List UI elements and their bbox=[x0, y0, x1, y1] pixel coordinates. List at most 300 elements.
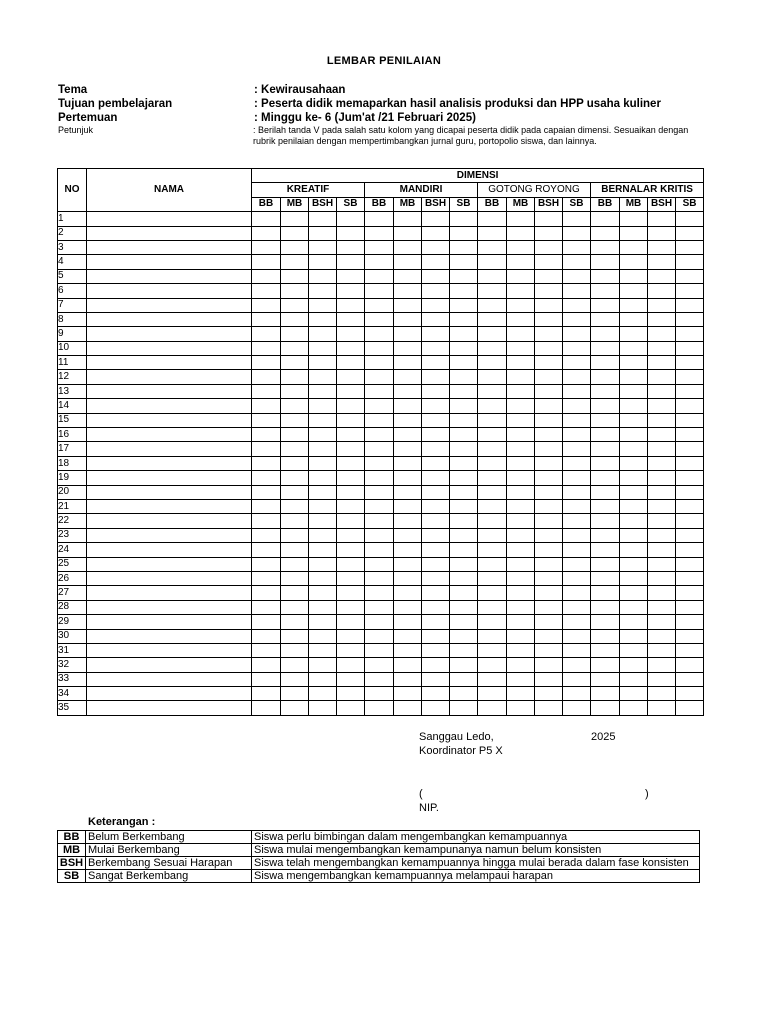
score-cell[interactable] bbox=[450, 672, 478, 686]
score-cell[interactable] bbox=[620, 658, 648, 672]
score-cell[interactable] bbox=[252, 428, 281, 442]
score-cell[interactable] bbox=[535, 456, 563, 470]
score-cell[interactable] bbox=[252, 356, 281, 370]
score-cell[interactable] bbox=[478, 629, 507, 643]
score-cell[interactable] bbox=[676, 499, 704, 513]
score-cell[interactable] bbox=[252, 370, 281, 384]
score-cell[interactable] bbox=[648, 212, 676, 226]
score-cell[interactable] bbox=[252, 514, 281, 528]
score-cell[interactable] bbox=[365, 356, 394, 370]
score-cell[interactable] bbox=[478, 485, 507, 499]
score-cell[interactable] bbox=[563, 212, 591, 226]
score-cell[interactable] bbox=[422, 658, 450, 672]
score-cell[interactable] bbox=[450, 356, 478, 370]
score-cell[interactable] bbox=[620, 341, 648, 355]
score-cell[interactable] bbox=[394, 327, 422, 341]
score-cell[interactable] bbox=[478, 471, 507, 485]
score-cell[interactable] bbox=[563, 571, 591, 585]
score-cell[interactable] bbox=[281, 384, 309, 398]
score-cell[interactable] bbox=[648, 499, 676, 513]
score-cell[interactable] bbox=[252, 528, 281, 542]
score-cell[interactable] bbox=[478, 399, 507, 413]
score-cell[interactable] bbox=[563, 514, 591, 528]
score-cell[interactable] bbox=[478, 528, 507, 542]
score-cell[interactable] bbox=[591, 514, 620, 528]
score-cell[interactable] bbox=[252, 586, 281, 600]
student-name-cell[interactable] bbox=[87, 442, 252, 456]
score-cell[interactable] bbox=[309, 442, 337, 456]
score-cell[interactable] bbox=[648, 298, 676, 312]
score-cell[interactable] bbox=[648, 442, 676, 456]
score-cell[interactable] bbox=[507, 528, 535, 542]
score-cell[interactable] bbox=[450, 442, 478, 456]
score-cell[interactable] bbox=[365, 269, 394, 283]
score-cell[interactable] bbox=[676, 341, 704, 355]
score-cell[interactable] bbox=[450, 471, 478, 485]
score-cell[interactable] bbox=[281, 456, 309, 470]
score-cell[interactable] bbox=[422, 672, 450, 686]
score-cell[interactable] bbox=[365, 240, 394, 254]
score-cell[interactable] bbox=[535, 600, 563, 614]
score-cell[interactable] bbox=[648, 384, 676, 398]
student-name-cell[interactable] bbox=[87, 658, 252, 672]
score-cell[interactable] bbox=[422, 312, 450, 326]
score-cell[interactable] bbox=[281, 528, 309, 542]
score-cell[interactable] bbox=[422, 284, 450, 298]
score-cell[interactable] bbox=[281, 514, 309, 528]
score-cell[interactable] bbox=[648, 456, 676, 470]
score-cell[interactable] bbox=[676, 658, 704, 672]
score-cell[interactable] bbox=[676, 212, 704, 226]
score-cell[interactable] bbox=[450, 298, 478, 312]
score-cell[interactable] bbox=[478, 298, 507, 312]
score-cell[interactable] bbox=[309, 643, 337, 657]
score-cell[interactable] bbox=[252, 543, 281, 557]
score-cell[interactable] bbox=[507, 399, 535, 413]
student-name-cell[interactable] bbox=[87, 471, 252, 485]
student-name-cell[interactable] bbox=[87, 284, 252, 298]
student-name-cell[interactable] bbox=[87, 269, 252, 283]
score-cell[interactable] bbox=[648, 428, 676, 442]
score-cell[interactable] bbox=[309, 514, 337, 528]
score-cell[interactable] bbox=[394, 687, 422, 701]
score-cell[interactable] bbox=[591, 356, 620, 370]
score-cell[interactable] bbox=[676, 701, 704, 715]
score-cell[interactable] bbox=[394, 312, 422, 326]
score-cell[interactable] bbox=[535, 370, 563, 384]
score-cell[interactable] bbox=[648, 370, 676, 384]
score-cell[interactable] bbox=[676, 615, 704, 629]
score-cell[interactable] bbox=[648, 586, 676, 600]
score-cell[interactable] bbox=[535, 312, 563, 326]
score-cell[interactable] bbox=[620, 557, 648, 571]
score-cell[interactable] bbox=[648, 571, 676, 585]
score-cell[interactable] bbox=[591, 672, 620, 686]
score-cell[interactable] bbox=[648, 226, 676, 240]
score-cell[interactable] bbox=[620, 687, 648, 701]
score-cell[interactable] bbox=[648, 658, 676, 672]
score-cell[interactable] bbox=[535, 298, 563, 312]
score-cell[interactable] bbox=[535, 528, 563, 542]
score-cell[interactable] bbox=[337, 284, 365, 298]
score-cell[interactable] bbox=[535, 284, 563, 298]
score-cell[interactable] bbox=[450, 658, 478, 672]
score-cell[interactable] bbox=[394, 240, 422, 254]
score-cell[interactable] bbox=[252, 600, 281, 614]
score-cell[interactable] bbox=[365, 528, 394, 542]
score-cell[interactable] bbox=[337, 701, 365, 715]
score-cell[interactable] bbox=[648, 672, 676, 686]
score-cell[interactable] bbox=[252, 312, 281, 326]
student-name-cell[interactable] bbox=[87, 687, 252, 701]
score-cell[interactable] bbox=[422, 356, 450, 370]
score-cell[interactable] bbox=[563, 399, 591, 413]
score-cell[interactable] bbox=[478, 557, 507, 571]
score-cell[interactable] bbox=[422, 428, 450, 442]
score-cell[interactable] bbox=[591, 255, 620, 269]
score-cell[interactable] bbox=[591, 298, 620, 312]
score-cell[interactable] bbox=[563, 629, 591, 643]
score-cell[interactable] bbox=[648, 600, 676, 614]
score-cell[interactable] bbox=[422, 255, 450, 269]
score-cell[interactable] bbox=[535, 615, 563, 629]
score-cell[interactable] bbox=[394, 399, 422, 413]
score-cell[interactable] bbox=[648, 615, 676, 629]
score-cell[interactable] bbox=[337, 341, 365, 355]
score-cell[interactable] bbox=[535, 212, 563, 226]
score-cell[interactable] bbox=[648, 399, 676, 413]
score-cell[interactable] bbox=[507, 456, 535, 470]
score-cell[interactable] bbox=[620, 356, 648, 370]
score-cell[interactable] bbox=[450, 384, 478, 398]
score-cell[interactable] bbox=[648, 240, 676, 254]
score-cell[interactable] bbox=[337, 643, 365, 657]
score-cell[interactable] bbox=[478, 269, 507, 283]
score-cell[interactable] bbox=[252, 284, 281, 298]
score-cell[interactable] bbox=[252, 643, 281, 657]
score-cell[interactable] bbox=[309, 399, 337, 413]
score-cell[interactable] bbox=[507, 485, 535, 499]
score-cell[interactable] bbox=[648, 528, 676, 542]
score-cell[interactable] bbox=[535, 240, 563, 254]
score-cell[interactable] bbox=[309, 571, 337, 585]
score-cell[interactable] bbox=[478, 384, 507, 398]
score-cell[interactable] bbox=[337, 528, 365, 542]
score-cell[interactable] bbox=[365, 557, 394, 571]
score-cell[interactable] bbox=[507, 629, 535, 643]
score-cell[interactable] bbox=[591, 269, 620, 283]
score-cell[interactable] bbox=[507, 557, 535, 571]
score-cell[interactable] bbox=[337, 687, 365, 701]
score-cell[interactable] bbox=[422, 543, 450, 557]
score-cell[interactable] bbox=[450, 312, 478, 326]
score-cell[interactable] bbox=[507, 543, 535, 557]
score-cell[interactable] bbox=[281, 571, 309, 585]
score-cell[interactable] bbox=[309, 370, 337, 384]
score-cell[interactable] bbox=[394, 341, 422, 355]
score-cell[interactable] bbox=[563, 672, 591, 686]
score-cell[interactable] bbox=[620, 701, 648, 715]
score-cell[interactable] bbox=[620, 543, 648, 557]
score-cell[interactable] bbox=[478, 312, 507, 326]
score-cell[interactable] bbox=[563, 442, 591, 456]
score-cell[interactable] bbox=[450, 615, 478, 629]
score-cell[interactable] bbox=[620, 442, 648, 456]
score-cell[interactable] bbox=[309, 499, 337, 513]
score-cell[interactable] bbox=[450, 629, 478, 643]
score-cell[interactable] bbox=[422, 370, 450, 384]
score-cell[interactable] bbox=[676, 370, 704, 384]
score-cell[interactable] bbox=[337, 370, 365, 384]
score-cell[interactable] bbox=[535, 327, 563, 341]
score-cell[interactable] bbox=[281, 370, 309, 384]
score-cell[interactable] bbox=[337, 571, 365, 585]
score-cell[interactable] bbox=[365, 672, 394, 686]
score-cell[interactable] bbox=[422, 413, 450, 427]
score-cell[interactable] bbox=[337, 600, 365, 614]
score-cell[interactable] bbox=[309, 471, 337, 485]
score-cell[interactable] bbox=[676, 471, 704, 485]
score-cell[interactable] bbox=[563, 586, 591, 600]
score-cell[interactable] bbox=[535, 586, 563, 600]
student-name-cell[interactable] bbox=[87, 528, 252, 542]
score-cell[interactable] bbox=[365, 643, 394, 657]
score-cell[interactable] bbox=[281, 312, 309, 326]
score-cell[interactable] bbox=[365, 456, 394, 470]
score-cell[interactable] bbox=[422, 212, 450, 226]
score-cell[interactable] bbox=[478, 499, 507, 513]
score-cell[interactable] bbox=[478, 226, 507, 240]
score-cell[interactable] bbox=[535, 341, 563, 355]
score-cell[interactable] bbox=[450, 499, 478, 513]
score-cell[interactable] bbox=[394, 456, 422, 470]
score-cell[interactable] bbox=[252, 327, 281, 341]
score-cell[interactable] bbox=[563, 341, 591, 355]
score-cell[interactable] bbox=[281, 643, 309, 657]
score-cell[interactable] bbox=[281, 687, 309, 701]
score-cell[interactable] bbox=[422, 485, 450, 499]
score-cell[interactable] bbox=[394, 557, 422, 571]
score-cell[interactable] bbox=[422, 615, 450, 629]
score-cell[interactable] bbox=[394, 255, 422, 269]
score-cell[interactable] bbox=[309, 428, 337, 442]
score-cell[interactable] bbox=[281, 341, 309, 355]
score-cell[interactable] bbox=[676, 384, 704, 398]
score-cell[interactable] bbox=[252, 485, 281, 499]
score-cell[interactable] bbox=[591, 499, 620, 513]
student-name-cell[interactable] bbox=[87, 255, 252, 269]
score-cell[interactable] bbox=[591, 399, 620, 413]
score-cell[interactable] bbox=[337, 428, 365, 442]
score-cell[interactable] bbox=[281, 586, 309, 600]
score-cell[interactable] bbox=[563, 240, 591, 254]
score-cell[interactable] bbox=[365, 212, 394, 226]
score-cell[interactable] bbox=[337, 298, 365, 312]
score-cell[interactable] bbox=[563, 471, 591, 485]
score-cell[interactable] bbox=[620, 269, 648, 283]
score-cell[interactable] bbox=[620, 456, 648, 470]
score-cell[interactable] bbox=[394, 226, 422, 240]
score-cell[interactable] bbox=[309, 586, 337, 600]
score-cell[interactable] bbox=[507, 600, 535, 614]
score-cell[interactable] bbox=[507, 442, 535, 456]
score-cell[interactable] bbox=[422, 571, 450, 585]
score-cell[interactable] bbox=[281, 269, 309, 283]
score-cell[interactable] bbox=[620, 471, 648, 485]
score-cell[interactable] bbox=[309, 672, 337, 686]
score-cell[interactable] bbox=[394, 672, 422, 686]
score-cell[interactable] bbox=[676, 413, 704, 427]
score-cell[interactable] bbox=[591, 586, 620, 600]
score-cell[interactable] bbox=[337, 456, 365, 470]
score-cell[interactable] bbox=[507, 471, 535, 485]
score-cell[interactable] bbox=[507, 312, 535, 326]
score-cell[interactable] bbox=[309, 543, 337, 557]
score-cell[interactable] bbox=[252, 701, 281, 715]
score-cell[interactable] bbox=[281, 615, 309, 629]
score-cell[interactable] bbox=[365, 370, 394, 384]
score-cell[interactable] bbox=[337, 269, 365, 283]
score-cell[interactable] bbox=[394, 499, 422, 513]
score-cell[interactable] bbox=[591, 687, 620, 701]
score-cell[interactable] bbox=[450, 687, 478, 701]
student-name-cell[interactable] bbox=[87, 240, 252, 254]
score-cell[interactable] bbox=[422, 557, 450, 571]
score-cell[interactable] bbox=[648, 284, 676, 298]
score-cell[interactable] bbox=[394, 384, 422, 398]
score-cell[interactable] bbox=[478, 658, 507, 672]
score-cell[interactable] bbox=[563, 615, 591, 629]
score-cell[interactable] bbox=[281, 557, 309, 571]
student-name-cell[interactable] bbox=[87, 456, 252, 470]
score-cell[interactable] bbox=[535, 384, 563, 398]
score-cell[interactable] bbox=[281, 428, 309, 442]
score-cell[interactable] bbox=[591, 240, 620, 254]
score-cell[interactable] bbox=[394, 528, 422, 542]
score-cell[interactable] bbox=[365, 701, 394, 715]
score-cell[interactable] bbox=[365, 514, 394, 528]
score-cell[interactable] bbox=[337, 586, 365, 600]
score-cell[interactable] bbox=[620, 240, 648, 254]
score-cell[interactable] bbox=[252, 672, 281, 686]
score-cell[interactable] bbox=[648, 701, 676, 715]
score-cell[interactable] bbox=[535, 629, 563, 643]
score-cell[interactable] bbox=[676, 428, 704, 442]
score-cell[interactable] bbox=[563, 701, 591, 715]
score-cell[interactable] bbox=[676, 356, 704, 370]
score-cell[interactable] bbox=[337, 312, 365, 326]
score-cell[interactable] bbox=[252, 255, 281, 269]
score-cell[interactable] bbox=[450, 586, 478, 600]
score-cell[interactable] bbox=[252, 456, 281, 470]
score-cell[interactable] bbox=[535, 643, 563, 657]
score-cell[interactable] bbox=[507, 255, 535, 269]
score-cell[interactable] bbox=[365, 586, 394, 600]
score-cell[interactable] bbox=[563, 356, 591, 370]
score-cell[interactable] bbox=[394, 356, 422, 370]
score-cell[interactable] bbox=[507, 672, 535, 686]
student-name-cell[interactable] bbox=[87, 428, 252, 442]
score-cell[interactable] bbox=[507, 226, 535, 240]
student-name-cell[interactable] bbox=[87, 413, 252, 427]
score-cell[interactable] bbox=[535, 399, 563, 413]
score-cell[interactable] bbox=[507, 615, 535, 629]
score-cell[interactable] bbox=[620, 499, 648, 513]
score-cell[interactable] bbox=[365, 399, 394, 413]
score-cell[interactable] bbox=[281, 543, 309, 557]
score-cell[interactable] bbox=[450, 456, 478, 470]
score-cell[interactable] bbox=[365, 442, 394, 456]
score-cell[interactable] bbox=[535, 687, 563, 701]
score-cell[interactable] bbox=[620, 298, 648, 312]
score-cell[interactable] bbox=[281, 356, 309, 370]
score-cell[interactable] bbox=[281, 629, 309, 643]
score-cell[interactable] bbox=[563, 327, 591, 341]
score-cell[interactable] bbox=[535, 226, 563, 240]
score-cell[interactable] bbox=[563, 543, 591, 557]
score-cell[interactable] bbox=[507, 384, 535, 398]
score-cell[interactable] bbox=[365, 687, 394, 701]
score-cell[interactable] bbox=[365, 428, 394, 442]
score-cell[interactable] bbox=[478, 514, 507, 528]
score-cell[interactable] bbox=[591, 384, 620, 398]
score-cell[interactable] bbox=[620, 226, 648, 240]
score-cell[interactable] bbox=[309, 240, 337, 254]
score-cell[interactable] bbox=[252, 629, 281, 643]
score-cell[interactable] bbox=[591, 658, 620, 672]
student-name-cell[interactable] bbox=[87, 557, 252, 571]
score-cell[interactable] bbox=[563, 643, 591, 657]
score-cell[interactable] bbox=[676, 312, 704, 326]
score-cell[interactable] bbox=[620, 643, 648, 657]
score-cell[interactable] bbox=[620, 399, 648, 413]
score-cell[interactable] bbox=[450, 226, 478, 240]
score-cell[interactable] bbox=[450, 269, 478, 283]
score-cell[interactable] bbox=[563, 658, 591, 672]
score-cell[interactable] bbox=[365, 327, 394, 341]
score-cell[interactable] bbox=[422, 226, 450, 240]
score-cell[interactable] bbox=[394, 600, 422, 614]
score-cell[interactable] bbox=[620, 514, 648, 528]
score-cell[interactable] bbox=[620, 528, 648, 542]
score-cell[interactable] bbox=[337, 356, 365, 370]
score-cell[interactable] bbox=[591, 615, 620, 629]
score-cell[interactable] bbox=[309, 212, 337, 226]
score-cell[interactable] bbox=[563, 600, 591, 614]
score-cell[interactable] bbox=[676, 600, 704, 614]
student-name-cell[interactable] bbox=[87, 643, 252, 657]
score-cell[interactable] bbox=[676, 298, 704, 312]
score-cell[interactable] bbox=[563, 485, 591, 499]
score-cell[interactable] bbox=[535, 471, 563, 485]
score-cell[interactable] bbox=[478, 356, 507, 370]
score-cell[interactable] bbox=[591, 528, 620, 542]
score-cell[interactable] bbox=[648, 312, 676, 326]
score-cell[interactable] bbox=[535, 557, 563, 571]
score-cell[interactable] bbox=[591, 442, 620, 456]
score-cell[interactable] bbox=[309, 687, 337, 701]
score-cell[interactable] bbox=[535, 269, 563, 283]
score-cell[interactable] bbox=[563, 528, 591, 542]
score-cell[interactable] bbox=[422, 586, 450, 600]
score-cell[interactable] bbox=[535, 499, 563, 513]
score-cell[interactable] bbox=[281, 442, 309, 456]
score-cell[interactable] bbox=[337, 615, 365, 629]
score-cell[interactable] bbox=[337, 629, 365, 643]
score-cell[interactable] bbox=[478, 615, 507, 629]
score-cell[interactable] bbox=[365, 312, 394, 326]
score-cell[interactable] bbox=[535, 255, 563, 269]
